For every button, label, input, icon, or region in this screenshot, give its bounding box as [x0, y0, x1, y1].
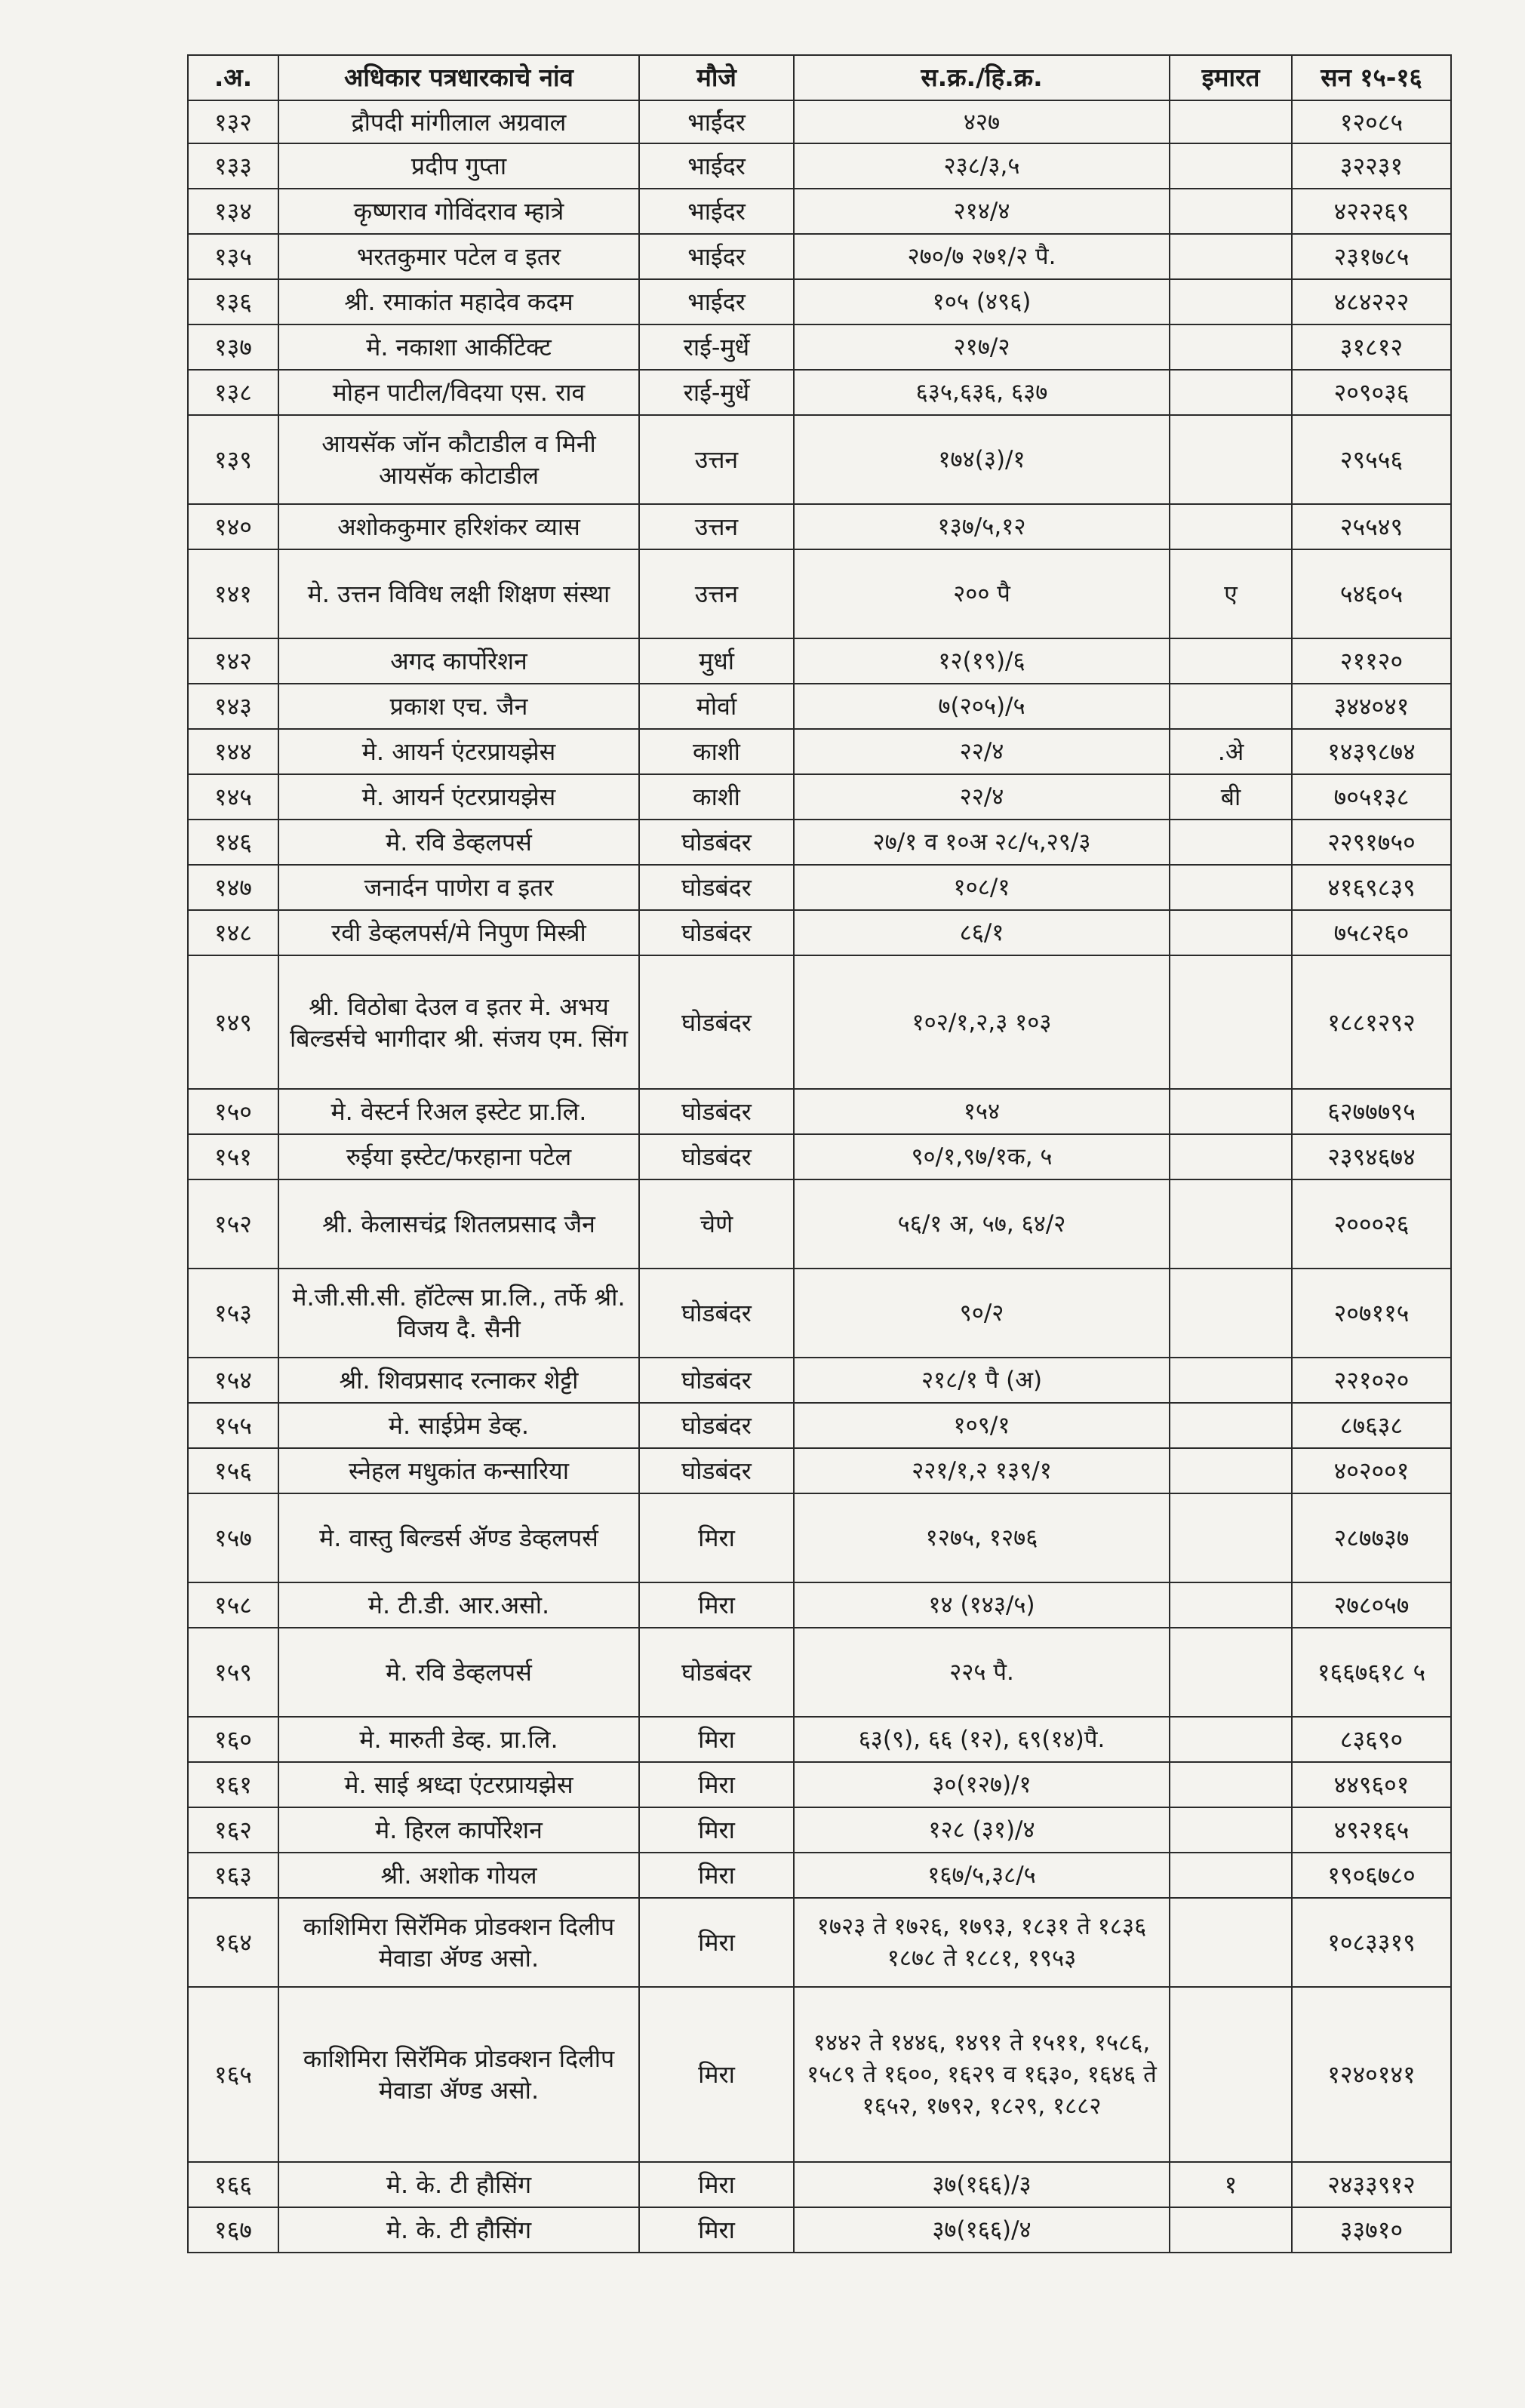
- survey-cell: ७(२०५)/५: [794, 684, 1170, 729]
- name-cell: मे. नकाशा आर्कीटेक्ट: [278, 324, 639, 370]
- survey-cell: २१७/२: [794, 324, 1170, 370]
- village-cell: घोडबंदर: [639, 820, 794, 865]
- table-row: [188, 1987, 1451, 2162]
- year-cell: ३३७१०: [1292, 2207, 1451, 2253]
- name-cell: स्नेहल मधुकांत कन्सारिया: [278, 1448, 639, 1493]
- building-cell: [1170, 1403, 1292, 1448]
- name-cell: प्रदीप गुप्ता: [278, 143, 639, 189]
- year-cell: ३२२३१: [1292, 143, 1451, 189]
- sr-cell: १६५: [188, 1987, 278, 2162]
- table-row: [188, 100, 1451, 143]
- survey-cell: ८६/१: [794, 910, 1170, 955]
- year-cell: २४३३९१२: [1292, 2162, 1451, 2207]
- name-cell: मे. टी.डी. आर.असो.: [278, 1582, 639, 1628]
- village-cell: मिरा: [639, 1898, 794, 1987]
- village-cell: उत्तन: [639, 549, 794, 638]
- building-cell: १: [1170, 2162, 1292, 2207]
- building-cell: [1170, 234, 1292, 279]
- village-cell: काशी: [639, 774, 794, 820]
- table-header-row: [188, 55, 1451, 100]
- village-cell: घोडबंदर: [639, 865, 794, 910]
- table-row: [188, 1358, 1451, 1403]
- survey-cell: २१८/१ पै (अ): [794, 1358, 1170, 1403]
- name-cell: मे. वेस्टर्न रिअल इस्टेट प्रा.लि.: [278, 1089, 639, 1134]
- name-cell: मे. हिरल कार्पोरेशन: [278, 1807, 639, 1853]
- year-cell: ३१८१२: [1292, 324, 1451, 370]
- village-cell: मिरा: [639, 1807, 794, 1853]
- name-cell: श्री. केलासचंद्र शितलप्रसाद जैन: [278, 1179, 639, 1269]
- year-cell: १९०६७८०: [1292, 1853, 1451, 1898]
- year-cell: २३१७८५: [1292, 234, 1451, 279]
- sr-cell: १४३: [188, 684, 278, 729]
- survey-cell: ६३५,६३६, ६३७: [794, 370, 1170, 415]
- sr-cell: १४८: [188, 910, 278, 955]
- building-cell: [1170, 1898, 1292, 1987]
- village-cell: घोडबंदर: [639, 1403, 794, 1448]
- survey-cell: १२७५, १२७६: [794, 1493, 1170, 1582]
- village-cell: भाईंदर: [639, 100, 794, 143]
- survey-cell: १०५ (४९६): [794, 279, 1170, 324]
- village-cell: घोडबंदर: [639, 1358, 794, 1403]
- sr-cell: १४१: [188, 549, 278, 638]
- survey-cell: १७४(३)/१: [794, 415, 1170, 504]
- table-row: [188, 1134, 1451, 1179]
- village-cell: काशी: [639, 729, 794, 774]
- header-year: सन १५-१६: [1292, 55, 1451, 100]
- name-cell: भरतकुमार पटेल व इतर: [278, 234, 639, 279]
- sr-cell: १५६: [188, 1448, 278, 1493]
- year-cell: ४४९६०१: [1292, 1762, 1451, 1807]
- table-row: [188, 1628, 1451, 1717]
- sr-cell: १६०: [188, 1717, 278, 1762]
- village-cell: मिरा: [639, 2162, 794, 2207]
- sr-cell: १५२: [188, 1179, 278, 1269]
- table-row: [188, 820, 1451, 865]
- year-cell: २०७११५: [1292, 1269, 1451, 1358]
- table-row: [188, 370, 1451, 415]
- year-cell: ४९२१६५: [1292, 1807, 1451, 1853]
- name-cell: मे. साई श्रध्दा एंटरप्रायझेस: [278, 1762, 639, 1807]
- table-row: [188, 1403, 1451, 1448]
- sr-cell: १४५: [188, 774, 278, 820]
- table-row: [188, 684, 1451, 729]
- name-cell: जनार्दन पाणेरा व इतर: [278, 865, 639, 910]
- survey-cell: २१४/४: [794, 189, 1170, 234]
- sr-cell: १४९: [188, 955, 278, 1089]
- table-row: [188, 1448, 1451, 1493]
- survey-cell: ३७(१६६)/४: [794, 2207, 1170, 2253]
- building-cell: .अे: [1170, 729, 1292, 774]
- year-cell: ८७६३८: [1292, 1403, 1451, 1448]
- survey-cell: २३८/३,५: [794, 143, 1170, 189]
- building-cell: [1170, 1853, 1292, 1898]
- year-cell: २११२०: [1292, 638, 1451, 684]
- table-row: [188, 1493, 1451, 1582]
- table-row: [188, 638, 1451, 684]
- survey-cell: १४ (१४३/५): [794, 1582, 1170, 1628]
- building-cell: [1170, 1179, 1292, 1269]
- table-row: [188, 1179, 1451, 1269]
- table-row: [188, 1582, 1451, 1628]
- sr-cell: १६३: [188, 1853, 278, 1898]
- village-cell: घोडबंदर: [639, 1089, 794, 1134]
- year-cell: २२९१७५०: [1292, 820, 1451, 865]
- year-cell: ३४४०४१: [1292, 684, 1451, 729]
- survey-cell: २२/४: [794, 729, 1170, 774]
- survey-cell: १७२३ ते १७२६, १७९३, १८३१ ते १८३६ १८७८ ते १८८१, १९५३: [794, 1898, 1170, 1987]
- building-cell: [1170, 1807, 1292, 1853]
- survey-cell: १३७/५,१२: [794, 504, 1170, 549]
- name-cell: श्री. रमाकांत महादेव कदम: [278, 279, 639, 324]
- survey-cell: ९०/१,९७/१क, ५: [794, 1134, 1170, 1179]
- table-row: [188, 955, 1451, 1089]
- document-page: [187, 54, 1450, 2253]
- survey-cell: २२/४: [794, 774, 1170, 820]
- building-cell: [1170, 820, 1292, 865]
- survey-cell: २०० पै: [794, 549, 1170, 638]
- village-cell: घोडबंदर: [639, 1134, 794, 1179]
- year-cell: २२१०२०: [1292, 1358, 1451, 1403]
- name-cell: मे. रवि डेव्हलपर्स: [278, 1628, 639, 1717]
- survey-cell: १०८/१: [794, 865, 1170, 910]
- survey-cell: २२१/१,२ १३९/१: [794, 1448, 1170, 1493]
- name-cell: अगद कार्पोरेशन: [278, 638, 639, 684]
- sr-cell: १६७: [188, 2207, 278, 2253]
- village-cell: चेणे: [639, 1179, 794, 1269]
- table-row: [188, 279, 1451, 324]
- name-cell: द्रौपदी मांगीलाल अग्रवाल: [278, 100, 639, 143]
- building-cell: [1170, 189, 1292, 234]
- village-cell: राई-मुर्धे: [639, 324, 794, 370]
- sr-cell: १५३: [188, 1269, 278, 1358]
- year-cell: ५४६०५: [1292, 549, 1451, 638]
- table-row: [188, 865, 1451, 910]
- name-cell: मे. साईप्रेम डेव्ह.: [278, 1403, 639, 1448]
- table-row: [188, 1898, 1451, 1987]
- sr-cell: १४४: [188, 729, 278, 774]
- village-cell: उत्तन: [639, 415, 794, 504]
- sr-cell: १३३: [188, 143, 278, 189]
- table-row: [188, 415, 1451, 504]
- survey-cell: २७०/७ २७१/२ पै.: [794, 234, 1170, 279]
- year-cell: २८७७३७: [1292, 1493, 1451, 1582]
- village-cell: भाईदर: [639, 143, 794, 189]
- table-row: [188, 729, 1451, 774]
- sr-cell: १५७: [188, 1493, 278, 1582]
- survey-cell: ३७(१६६)/३: [794, 2162, 1170, 2207]
- building-cell: [1170, 370, 1292, 415]
- building-cell: [1170, 865, 1292, 910]
- village-cell: मुर्धा: [639, 638, 794, 684]
- name-cell: मोहन पाटील/विदया एस. राव: [278, 370, 639, 415]
- building-cell: [1170, 279, 1292, 324]
- name-cell: मे. वास्तु बिल्डर्स ॲण्ड डेव्हलपर्स: [278, 1493, 639, 1582]
- village-cell: घोडबंदर: [639, 1269, 794, 1358]
- survey-cell: १२(१९)/६: [794, 638, 1170, 684]
- table-row: [188, 2207, 1451, 2253]
- building-cell: [1170, 1358, 1292, 1403]
- sr-cell: १५५: [188, 1403, 278, 1448]
- name-cell: श्री. विठोबा देउल व इतर मे. अभय बिल्डर्सचे भागीदार श्री. संजय एम. सिंग: [278, 955, 639, 1089]
- year-cell: २३९४६७४: [1292, 1134, 1451, 1179]
- building-cell: [1170, 415, 1292, 504]
- table-row: [188, 2162, 1451, 2207]
- name-cell: आयसॅक जॉन कौटाडील व मिनी आयसॅक कोटाडील: [278, 415, 639, 504]
- name-cell: श्री. शिवप्रसाद रत्नाकर शेट्टी: [278, 1358, 639, 1403]
- header-name: अधिकार पत्रधारकाचे नांव: [278, 55, 639, 100]
- year-cell: २५५४९: [1292, 504, 1451, 549]
- year-cell: ४२२२६९: [1292, 189, 1451, 234]
- sr-cell: १४०: [188, 504, 278, 549]
- name-cell: मे. उत्तन विविध लक्षी शिक्षण संस्था: [278, 549, 639, 638]
- village-cell: मिरा: [639, 1582, 794, 1628]
- village-cell: मिरा: [639, 1717, 794, 1762]
- sr-cell: १६४: [188, 1898, 278, 1987]
- building-cell: बी: [1170, 774, 1292, 820]
- year-cell: ६२७७७९५: [1292, 1089, 1451, 1134]
- village-cell: भाईदर: [639, 189, 794, 234]
- table-row: [188, 774, 1451, 820]
- sr-cell: १३९: [188, 415, 278, 504]
- year-cell: २७८०५७: [1292, 1582, 1451, 1628]
- year-cell: १४३९८७४: [1292, 729, 1451, 774]
- year-cell: २०००२६: [1292, 1179, 1451, 1269]
- village-cell: मिरा: [639, 1987, 794, 2162]
- table-row: [188, 1717, 1451, 1762]
- building-cell: [1170, 1762, 1292, 1807]
- year-cell: १८८१२९२: [1292, 955, 1451, 1089]
- year-cell: ७०५१३८: [1292, 774, 1451, 820]
- name-cell: काशिमिरा सिरॅमिक प्रोडक्शन दिलीप मेवाडा ॲण्ड असो.: [278, 1898, 639, 1987]
- header-building: इमारत: [1170, 55, 1292, 100]
- table-row: [188, 1762, 1451, 1807]
- sr-cell: १३८: [188, 370, 278, 415]
- table-row: [188, 504, 1451, 549]
- sr-cell: १५९: [188, 1628, 278, 1717]
- building-cell: [1170, 324, 1292, 370]
- table-row: [188, 1089, 1451, 1134]
- sr-cell: १४२: [188, 638, 278, 684]
- table-row: [188, 549, 1451, 638]
- village-cell: घोडबंदर: [639, 1448, 794, 1493]
- property-table: [187, 54, 1452, 2253]
- table-row: [188, 234, 1451, 279]
- sr-cell: १४६: [188, 820, 278, 865]
- sr-cell: १५०: [188, 1089, 278, 1134]
- building-cell: [1170, 1134, 1292, 1179]
- building-cell: [1170, 638, 1292, 684]
- survey-cell: १४४२ ते १४४६, १४९१ ते १५११, १५८६, १५८९ ते १६००, १६२९ व १६३०, १६४६ ते १६५२, १७९२, १८२९, १८८२: [794, 1987, 1170, 2162]
- building-cell: [1170, 143, 1292, 189]
- name-cell: श्री. अशोक गोयल: [278, 1853, 639, 1898]
- year-cell: ४८४२२२: [1292, 279, 1451, 324]
- name-cell: मे. के. टी हौसिंग: [278, 2162, 639, 2207]
- header-village: मौजे: [639, 55, 794, 100]
- year-cell: ७५८२६०: [1292, 910, 1451, 955]
- building-cell: [1170, 100, 1292, 143]
- building-cell: [1170, 504, 1292, 549]
- year-cell: १२४०१४१: [1292, 1987, 1451, 2162]
- table-row: [188, 1269, 1451, 1358]
- name-cell: मे. आयर्न एंटरप्रायझेस: [278, 774, 639, 820]
- building-cell: ए: [1170, 549, 1292, 638]
- survey-cell: १५४: [794, 1089, 1170, 1134]
- sr-cell: १३५: [188, 234, 278, 279]
- name-cell: कृष्णराव गोविंदराव म्हात्रे: [278, 189, 639, 234]
- survey-cell: १२८ (३१)/४: [794, 1807, 1170, 1853]
- name-cell: मे. आयर्न एंटरप्रायझेस: [278, 729, 639, 774]
- table-row: [188, 910, 1451, 955]
- name-cell: मे. के. टी हौसिंग: [278, 2207, 639, 2253]
- year-cell: ४०२००१: [1292, 1448, 1451, 1493]
- survey-cell: ५६/१ अ, ५७, ६४/२: [794, 1179, 1170, 1269]
- village-cell: मिरा: [639, 1853, 794, 1898]
- table-row: [188, 189, 1451, 234]
- village-cell: भाईदर: [639, 279, 794, 324]
- village-cell: मोर्वा: [639, 684, 794, 729]
- survey-cell: ४२७: [794, 100, 1170, 143]
- building-cell: [1170, 1717, 1292, 1762]
- sr-cell: १५८: [188, 1582, 278, 1628]
- name-cell: मे. मारुती डेव्ह. प्रा.लि.: [278, 1717, 639, 1762]
- header-sr: .अ.: [188, 55, 278, 100]
- year-cell: ४१६९८३९: [1292, 865, 1451, 910]
- name-cell: प्रकाश एच. जैन: [278, 684, 639, 729]
- sr-cell: १६१: [188, 1762, 278, 1807]
- year-cell: १६६७६१८ ५: [1292, 1628, 1451, 1717]
- building-cell: [1170, 2207, 1292, 2253]
- village-cell: उत्तन: [639, 504, 794, 549]
- year-cell: २०९०३६: [1292, 370, 1451, 415]
- survey-cell: ३०(१२७)/१: [794, 1762, 1170, 1807]
- village-cell: घोडबंदर: [639, 910, 794, 955]
- survey-cell: ६३(९), ६६ (१२), ६९(१४)पै.: [794, 1717, 1170, 1762]
- sr-cell: १३२: [188, 100, 278, 143]
- name-cell: मे.जी.सी.सी. हॉटेल्स प्रा.लि., तर्फे श्री. विजय दै. सैनी: [278, 1269, 639, 1358]
- name-cell: मे. रवि डेव्हलपर्स: [278, 820, 639, 865]
- village-cell: घोडबंदर: [639, 955, 794, 1089]
- village-cell: भाईदर: [639, 234, 794, 279]
- name-cell: रवी डेव्हलपर्स/मे निपुण मिस्त्री: [278, 910, 639, 955]
- year-cell: २९५५६: [1292, 415, 1451, 504]
- village-cell: राई-मुर्धे: [639, 370, 794, 415]
- year-cell: ८३६९०: [1292, 1717, 1451, 1762]
- sr-cell: १३४: [188, 189, 278, 234]
- table-row: [188, 1807, 1451, 1853]
- survey-cell: ९०/२: [794, 1269, 1170, 1358]
- village-cell: मिरा: [639, 1762, 794, 1807]
- survey-cell: १६७/५,३८/५: [794, 1853, 1170, 1898]
- name-cell: अशोककुमार हरिशंकर व्यास: [278, 504, 639, 549]
- building-cell: [1170, 684, 1292, 729]
- village-cell: मिरा: [639, 2207, 794, 2253]
- building-cell: [1170, 955, 1292, 1089]
- building-cell: [1170, 1089, 1292, 1134]
- sr-cell: १६६: [188, 2162, 278, 2207]
- year-cell: १०८३३१९: [1292, 1898, 1451, 1987]
- sr-cell: १६२: [188, 1807, 278, 1853]
- building-cell: [1170, 1448, 1292, 1493]
- sr-cell: १५४: [188, 1358, 278, 1403]
- survey-cell: १०२/१,२,३ १०३: [794, 955, 1170, 1089]
- building-cell: [1170, 1987, 1292, 2162]
- table-row: [188, 143, 1451, 189]
- village-cell: घोडबंदर: [639, 1628, 794, 1717]
- sr-cell: १५१: [188, 1134, 278, 1179]
- building-cell: [1170, 1269, 1292, 1358]
- sr-cell: १३६: [188, 279, 278, 324]
- survey-cell: १०९/१: [794, 1403, 1170, 1448]
- table-row: [188, 1853, 1451, 1898]
- year-cell: १२०८५: [1292, 100, 1451, 143]
- survey-cell: २२५ पै.: [794, 1628, 1170, 1717]
- survey-cell: २७/१ व १०अ २८/५,२९/३: [794, 820, 1170, 865]
- sr-cell: १३७: [188, 324, 278, 370]
- sr-cell: १४७: [188, 865, 278, 910]
- building-cell: [1170, 1628, 1292, 1717]
- building-cell: [1170, 1493, 1292, 1582]
- name-cell: रुईया इस्टेट/फरहाना पटेल: [278, 1134, 639, 1179]
- header-survey: स.क्र./हि.क्र.: [794, 55, 1170, 100]
- building-cell: [1170, 1582, 1292, 1628]
- name-cell: काशिमिरा सिरॅमिक प्रोडक्शन दिलीप मेवाडा ॲण्ड असो.: [278, 1987, 639, 2162]
- building-cell: [1170, 910, 1292, 955]
- table-row: [188, 324, 1451, 370]
- village-cell: मिरा: [639, 1493, 794, 1582]
